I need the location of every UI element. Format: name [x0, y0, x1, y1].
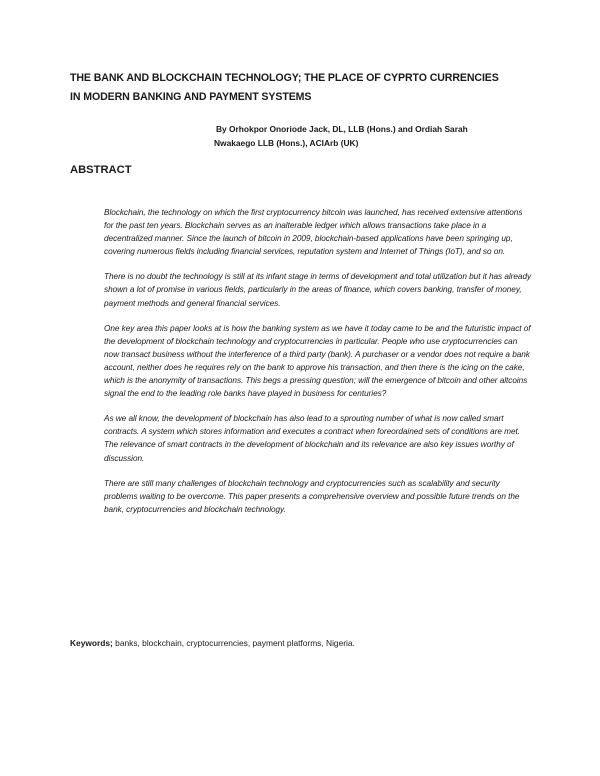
- authors-line-1: By Orhokpor Onoriode Jack, DL, LLB (Hons.) and Ordiah Sarah: [216, 124, 468, 134]
- abstract-paragraph-1: Blockchain, the technology on which the first cryptocurrency bitcoin was launched, has received extensive attentions for the past ten years. Blockchain serves as an inalterable ledger which allows transactions take place in a decentralized manner. Since the launch of bitcoin in 2009, blockchain-based applications have been springing up, covering numerous fields including financial services, reputation system and Internet of Things (IoT), and so on.: [104, 208, 523, 257]
- keywords-label: Keywords;: [70, 638, 113, 648]
- paper-title-line-2: IN MODERN BANKING AND PAYMENT SYSTEMS: [70, 91, 312, 103]
- author-block: [214, 122, 534, 150]
- abstract-paragraph-5: There are still many challenges of blockchain technology and cryptocurrencies such as scalability and security problems waiting to be overcome. This paper presents a comprehensive overview and possible future trends on the bank, cryptocurrencies and blockchain technology.: [104, 478, 520, 514]
- abstract-body: [104, 206, 534, 528]
- authors-line-2: Nwakaego LLB (Hons.), ACIArb (UK): [214, 138, 359, 148]
- abstract-paragraph-3: One key area this paper looks at is how the banking system as we have it today came to be and the futuristic impact of the development of blockchain technology and cryptocurrencies in particular. People who use cryptocurrencies can now transact business without the interference of a third party (bank). A purchaser or a vendor does not require a bank account, neither does he requires rely on the bank to approve his transaction, and then there is the icing on the cake, which is the anonymity of transactions. This begs a pressing question; will the emergence of bitcoin and other altcoins signal the end to the leading role banks have played in business for centuries?: [104, 323, 531, 399]
- keywords-text: banks, blockchain, cryptocurrencies, payment platforms, Nigeria.: [112, 638, 355, 648]
- abstract-heading: ABSTRACT: [70, 164, 132, 176]
- abstract-paragraph-2: There is no doubt the technology is still at its infant stage in terms of development and total utilization but it has already shown a lot of promise in various fields, particularly in the areas of finance, which covers banking, transfer of money, payment methods and general financial services.: [104, 272, 532, 308]
- abstract-paragraph-4: As we all know, the development of blockchain has also lead to a sprouting number of what is now called smart contracts. A system which stores information and executes a contract when foreordained sets of conditions are met. The relevance of smart contracts in the development of blockchain and its relevance are also key issues worthy of discussion.: [104, 414, 521, 463]
- paper-title: [70, 69, 540, 107]
- keywords-line: [70, 637, 355, 650]
- paper-title-line-1: THE BANK AND BLOCKCHAIN TECHNOLOGY; THE PLACE OF CYPRTO CURRENCIES: [70, 72, 499, 84]
